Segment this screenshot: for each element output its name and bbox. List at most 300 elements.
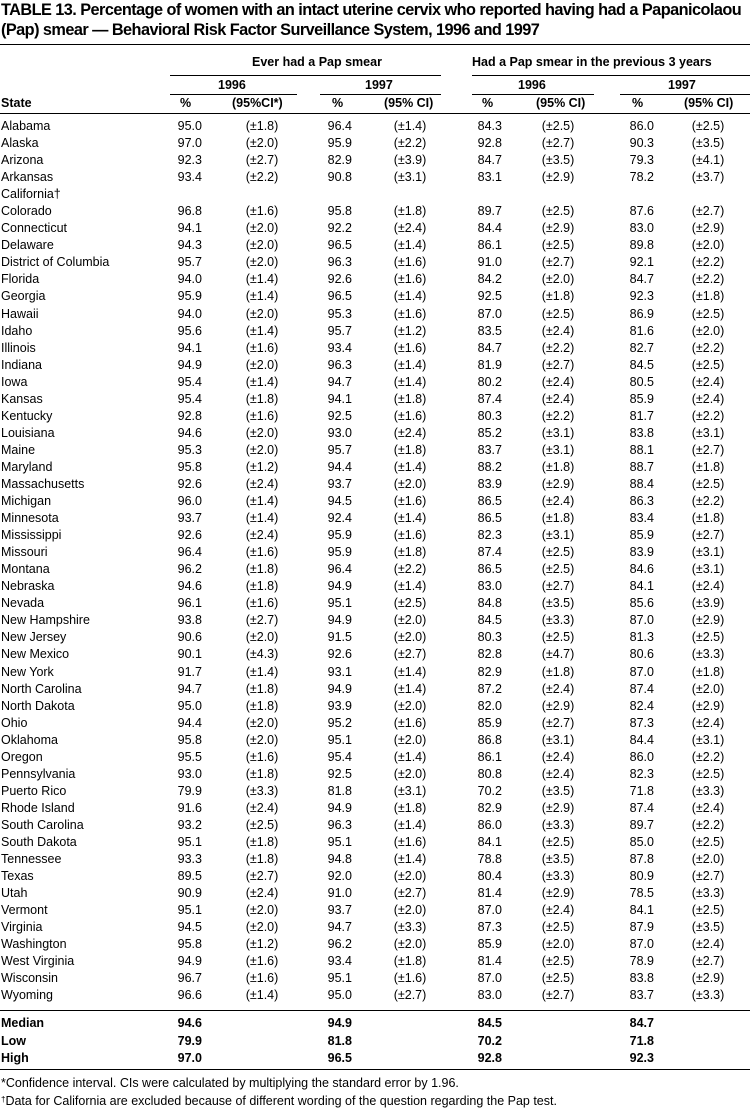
ci-1997-ever: (±1.4) (393, 664, 427, 679)
ci-1997-ever: (±1.6) (393, 971, 427, 986)
ci-1997-prev: (±2.5) (691, 476, 725, 491)
state-name: Ohio (1, 715, 28, 730)
pct-1996-ever: 91.7 (177, 664, 202, 679)
ci-1996-prev: (±2.9) (541, 476, 575, 491)
pct-1996-prev: 84.7 (477, 340, 502, 355)
pct-1996-prev: 83.0 (477, 988, 502, 1003)
ci-1997-ever: (±2.7) (393, 886, 427, 901)
pct-1997-prev: 83.8 (629, 971, 654, 986)
year-rule-1997-prev (620, 94, 750, 95)
ci-1997-ever: (±2.0) (393, 698, 427, 713)
ci-1996-prev: (±2.5) (541, 238, 575, 253)
pct-1997-ever: 92.4 (327, 511, 352, 526)
ci-1996-prev: (±3.5) (541, 153, 575, 168)
ci-1996-ever: (±2.4) (245, 800, 279, 815)
year-header-1996-prev: 1996 (518, 78, 546, 92)
ci-1996-prev: (±1.8) (541, 664, 575, 679)
pct-1996-ever: 96.7 (177, 971, 202, 986)
year-rule-1996-prev (472, 94, 594, 95)
pct-1997-ever: 94.9 (327, 613, 352, 628)
state-name: Pennsylvania (1, 766, 76, 781)
ci-1996-prev: (±2.4) (541, 681, 575, 696)
state-name: Kansas (1, 391, 43, 406)
pct-1997-ever: 94.9 (327, 800, 352, 815)
pct-1997-prev: 86.0 (629, 119, 654, 133)
table-row (0, 152, 750, 169)
ci-1996-ever: (±2.0) (245, 442, 279, 457)
ci-1997-ever: (±1.4) (393, 374, 427, 389)
ci-1997-ever: (±1.4) (393, 238, 427, 253)
pct-1996-ever: 96.6 (177, 988, 202, 1003)
pct-1997-prev: 84.6 (629, 562, 654, 577)
ci-1996-ever: (±1.4) (245, 289, 279, 304)
state-name: Wisconsin (1, 971, 58, 986)
pct-1996-prev: 86.5 (477, 494, 502, 509)
ci-1996-ever: (±2.4) (245, 476, 279, 491)
state-name: Colorado (1, 204, 52, 219)
state-name: Oregon (1, 749, 43, 764)
pct-1997-ever: 94.7 (327, 920, 352, 935)
pct-1996-prev: 85.9 (477, 937, 502, 952)
state-name: New Mexico (1, 647, 70, 662)
pct-1996-ever: 95.8 (177, 459, 202, 474)
table-row (0, 186, 750, 203)
ci-1997-ever: (±1.8) (393, 204, 427, 219)
ci-1996-ever: (±2.0) (245, 357, 279, 372)
state-name: District of Columbia (1, 255, 110, 270)
state-name: Oklahoma (1, 732, 58, 747)
pct-1996-prev: 82.8 (477, 647, 502, 662)
pct-1997-prev: 79.3 (629, 153, 654, 168)
ci-1996-ever: (±2.4) (245, 886, 279, 901)
pct-1996-prev: 82.9 (477, 800, 502, 815)
ci-1996-prev: (±2.5) (541, 954, 575, 969)
state-name: Puerto Rico (1, 783, 67, 798)
ci-1997-prev: (±2.0) (691, 238, 725, 253)
pct-1996-prev: 87.0 (477, 971, 502, 986)
summary-pct-1997-ever: 96.5 (327, 1051, 352, 1065)
pct-1997-ever: 94.4 (327, 459, 352, 474)
pct-1996-prev: 85.2 (477, 425, 502, 440)
pct-1996-ever: 93.8 (177, 613, 202, 628)
pct-1996-prev: 87.4 (477, 391, 502, 406)
pct-1997-prev: 86.0 (629, 749, 654, 764)
pct-1997-prev: 85.6 (629, 596, 654, 611)
pct-1996-ever: 94.6 (177, 425, 202, 440)
pct-1997-prev: 87.6 (629, 204, 654, 219)
pct-1997-ever: 95.0 (327, 988, 352, 1003)
table-body (0, 118, 750, 1004)
ci-1997-ever: (±1.6) (393, 306, 427, 321)
pct-1997-prev: 87.9 (629, 920, 654, 935)
summary-pct-1997-ever: 81.8 (327, 1033, 352, 1048)
table-row (0, 629, 750, 646)
ci-1997-prev: (±1.8) (691, 289, 725, 304)
pct-1996-prev: 92.5 (477, 289, 502, 304)
ci-1996-ever: (±2.0) (245, 903, 279, 918)
state-name: Missouri (1, 545, 48, 560)
ci-1996-prev: (±3.1) (541, 528, 575, 543)
pct-1997-prev: 92.3 (629, 289, 654, 304)
pct-1996-prev: 81.4 (477, 954, 502, 969)
ci-1996-ever: (±1.2) (245, 937, 279, 952)
ci-1997-prev: (±2.7) (691, 954, 725, 969)
ci-1996-prev: (±2.7) (541, 988, 575, 1003)
pct-1997-ever: 93.1 (327, 664, 352, 679)
state-name: Vermont (1, 903, 48, 918)
pct-1997-ever: 95.9 (327, 136, 352, 151)
pct-1996-ever: 90.1 (177, 647, 202, 662)
ci-1997-prev: (±3.1) (691, 562, 725, 577)
ci-1997-ever: (±1.4) (393, 852, 427, 867)
pct-1997-prev: 87.4 (629, 681, 654, 696)
table-row (0, 510, 750, 527)
ci-1997-ever: (±1.6) (393, 255, 427, 270)
pct-1997-ever: 95.7 (327, 323, 352, 338)
summary-pct-1996-ever: 97.0 (177, 1051, 202, 1065)
ci-1997-ever: (±1.4) (393, 459, 427, 474)
pct-1997-ever: 96.5 (327, 289, 352, 304)
ci-1997-prev: (±3.5) (691, 920, 725, 935)
pct-1996-prev: 87.3 (477, 920, 502, 935)
pct-1997-prev: 78.5 (629, 886, 654, 901)
ci-1996-prev: (±2.7) (541, 136, 575, 151)
ci-1996-prev: (±3.1) (541, 425, 575, 440)
footnote-rule (0, 1069, 750, 1070)
pct-1997-ever: 95.7 (327, 442, 352, 457)
ci-1996-prev: (±3.1) (541, 732, 575, 747)
table-row (0, 953, 750, 970)
pct-1996-ever: 95.0 (177, 698, 202, 713)
ci-1997-ever: (±1.4) (393, 579, 427, 594)
table-row (0, 357, 750, 374)
pct-1996-prev: 78.8 (477, 852, 502, 867)
pct-1996-ever: 96.0 (177, 494, 202, 509)
ci-1996-ever: (±2.0) (245, 732, 279, 747)
summary-label: Low (1, 1033, 26, 1048)
year-header-1997-prev: 1997 (668, 78, 696, 92)
ci-1997-ever: (±1.8) (393, 545, 427, 560)
pct-1997-ever: 91.5 (327, 630, 352, 645)
table-row (0, 135, 750, 152)
ci-1997-prev: (±2.9) (691, 971, 725, 986)
state-name: Texas (1, 869, 34, 884)
ci-1996-prev: (±1.8) (541, 459, 575, 474)
pct-1996-ever: 89.5 (177, 869, 202, 884)
pct-1996-prev: 80.4 (477, 869, 502, 884)
ci-1997-prev: (±2.2) (691, 817, 725, 832)
ci-1996-prev: (±2.4) (541, 374, 575, 389)
footnote-california-text: Data for California are excluded because of different wording of the question regarding the Pap test. (5, 1094, 557, 1108)
pct-1997-prev: 82.7 (629, 340, 654, 355)
ci-1997-ever: (±1.4) (393, 749, 427, 764)
state-name: Indiana (1, 357, 43, 372)
table-row (0, 783, 750, 800)
pct-1997-ever: 95.1 (327, 596, 352, 611)
ci-1997-prev: (±2.5) (691, 357, 725, 372)
ci-1997-ever: (±1.6) (393, 494, 427, 509)
pct-1997-prev: 80.6 (629, 647, 654, 662)
ci-1997-ever: (±2.0) (393, 937, 427, 952)
summary-row (0, 1050, 750, 1068)
ci-1997-prev: (±3.3) (691, 886, 725, 901)
pct-1996-prev: 86.5 (477, 511, 502, 526)
pct-1996-prev: 86.5 (477, 562, 502, 577)
pct-1997-ever: 95.1 (327, 732, 352, 747)
table-row (0, 408, 750, 425)
ci-1996-ever: (±3.3) (245, 783, 279, 798)
ci-1997-ever: (±3.1) (393, 170, 427, 185)
pct-1996-ever: 95.6 (177, 323, 202, 338)
pct-1997-ever: 93.4 (327, 340, 352, 355)
state-name: Louisiana (1, 425, 55, 440)
pct-1997-prev: 85.9 (629, 391, 654, 406)
ci-1996-ever: (±1.6) (245, 596, 279, 611)
ci-1997-prev: (±2.2) (691, 340, 725, 355)
pct-1997-prev: 85.9 (629, 528, 654, 543)
ci-1997-prev: (±2.5) (691, 306, 725, 321)
pct-1996-ever: 92.3 (177, 153, 202, 168)
pct-1996-prev: 88.2 (477, 459, 502, 474)
state-name: Massachusetts (1, 476, 85, 491)
dagger-mark: † (1, 1095, 6, 1104)
ci-1997-prev: (±2.2) (691, 494, 725, 509)
pct-1996-ever: 94.3 (177, 238, 202, 253)
ci-1996-ever: (±1.6) (245, 408, 279, 423)
ci-1997-prev: (±2.4) (691, 374, 725, 389)
state-name: California† (1, 187, 61, 202)
table-row (0, 868, 750, 885)
pct-1996-ever: 90.6 (177, 630, 202, 645)
ci-1997-ever: (±1.6) (393, 340, 427, 355)
pct-1997-prev: 82.4 (629, 698, 654, 713)
ci-header-3: (95% CI) (536, 96, 586, 110)
ci-1996-ever: (±1.6) (245, 971, 279, 986)
pct-1996-ever: 93.4 (177, 170, 202, 185)
ci-1997-ever: (±2.4) (393, 425, 427, 440)
ci-1996-ever: (±2.0) (245, 630, 279, 645)
pct-1996-ever: 94.1 (177, 221, 202, 236)
pct-1996-ever: 93.7 (177, 511, 202, 526)
state-column-header: State (1, 96, 32, 110)
pct-1996-prev: 70.2 (477, 783, 502, 798)
ci-1997-ever: (±1.6) (393, 834, 427, 849)
ci-1997-ever: (±2.2) (393, 562, 427, 577)
state-name: Hawaii (1, 306, 39, 321)
state-name: West Virginia (1, 954, 75, 969)
ci-1996-prev: (±3.3) (541, 613, 575, 628)
pct-1997-prev: 84.4 (629, 732, 654, 747)
state-name: New Jersey (1, 630, 67, 645)
pct-1997-ever: 95.4 (327, 749, 352, 764)
ci-1997-prev: (±2.0) (691, 852, 725, 867)
pct-1997-ever: 94.1 (327, 391, 352, 406)
pct-1996-ever: 96.2 (177, 562, 202, 577)
pct-1997-prev: 86.9 (629, 306, 654, 321)
ci-1997-ever: (±2.0) (393, 903, 427, 918)
ci-1997-prev: (±2.9) (691, 698, 725, 713)
pct-1996-prev: 91.0 (477, 255, 502, 270)
ci-1996-prev: (±2.0) (541, 272, 575, 287)
ci-1996-ever: (±1.6) (245, 545, 279, 560)
ci-1997-ever: (±1.2) (393, 323, 427, 338)
pct-1997-ever: 94.8 (327, 852, 352, 867)
ci-1996-prev: (±2.0) (541, 937, 575, 952)
pct-1997-ever: 94.5 (327, 494, 352, 509)
ci-1996-ever: (±1.4) (245, 494, 279, 509)
table-title: TABLE 13. Percentage of women with an intact uterine cervix who reported having had a Papanicolaou (Pap) smear — Behavioral Risk Factor Surveillance System, 1996 and 1997 (1, 1, 742, 39)
pct-1997-prev: 83.7 (629, 988, 654, 1003)
summary-block (0, 1015, 750, 1068)
ci-1997-prev: (±3.3) (691, 988, 725, 1003)
ci-1996-ever: (±2.0) (245, 136, 279, 151)
pct-1997-prev: 87.8 (629, 852, 654, 867)
ci-1996-prev: (±2.7) (541, 579, 575, 594)
ci-1997-prev: (±2.2) (691, 255, 725, 270)
table-row (0, 715, 750, 732)
ci-1996-ever: (±1.8) (245, 391, 279, 406)
ci-1996-prev: (±2.9) (541, 698, 575, 713)
year-header-1997-ever: 1997 (365, 78, 393, 92)
pct-1997-ever: 90.8 (327, 170, 352, 185)
ci-1996-prev: (±2.4) (541, 323, 575, 338)
pct-1997-prev: 87.0 (629, 937, 654, 952)
pct-1997-ever: 96.3 (327, 357, 352, 372)
ci-1996-prev: (±2.2) (541, 408, 575, 423)
pct-1996-prev: 81.4 (477, 886, 502, 901)
ci-1996-ever: (±1.8) (245, 579, 279, 594)
footnote-confidence-interval: *Confidence interval. CIs were calculated by multiplying the standard error by 1.96. (1, 1076, 459, 1090)
state-name: North Carolina (1, 681, 82, 696)
pct-1996-ever: 95.8 (177, 937, 202, 952)
pct-1996-ever: 95.1 (177, 903, 202, 918)
pct-1997-prev: 88.7 (629, 459, 654, 474)
summary-pct-1997-prev: 84.7 (629, 1016, 654, 1030)
group-header-ever: Ever had a Pap smear (252, 55, 382, 69)
pct-1996-prev: 86.8 (477, 732, 502, 747)
pct-1997-prev: 84.7 (629, 272, 654, 287)
ci-1997-ever: (±1.6) (393, 408, 427, 423)
pct-1997-prev: 87.3 (629, 715, 654, 730)
pct-1996-ever: 94.9 (177, 357, 202, 372)
pct-1996-prev: 87.2 (477, 681, 502, 696)
pct-1996-ever: 96.4 (177, 545, 202, 560)
ci-header-4: (95% CI) (684, 96, 734, 110)
ci-1996-ever: (±1.4) (245, 272, 279, 287)
ci-1997-ever: (±1.8) (393, 442, 427, 457)
ci-1997-prev: (±2.2) (691, 408, 725, 423)
pct-1996-prev: 85.9 (477, 715, 502, 730)
ci-1996-ever: (±1.6) (245, 204, 279, 219)
state-name: Nebraska (1, 579, 55, 594)
pct-1996-ever: 93.2 (177, 817, 202, 832)
pct-1996-prev: 82.3 (477, 528, 502, 543)
ci-1997-prev: (±3.1) (691, 545, 725, 560)
pct-1996-ever: 94.1 (177, 340, 202, 355)
pct-1996-prev: 83.7 (477, 442, 502, 457)
ci-1996-ever: (±2.7) (245, 153, 279, 168)
summary-pct-1996-prev: 70.2 (477, 1033, 502, 1048)
pct-1996-prev: 84.2 (477, 272, 502, 287)
ci-1997-ever: (±2.7) (393, 988, 427, 1003)
year-rule-1996-ever (170, 94, 297, 95)
pct-1996-ever: 94.6 (177, 579, 202, 594)
pct-1997-ever: 93.0 (327, 425, 352, 440)
state-name: Tennessee (1, 852, 62, 867)
pct-1997-prev: 84.1 (629, 579, 654, 594)
ci-1996-prev: (±2.5) (541, 834, 575, 849)
pct-1996-prev: 80.8 (477, 766, 502, 781)
pct-1997-prev: 90.3 (629, 136, 654, 151)
ci-1997-prev: (±1.8) (691, 664, 725, 679)
ci-1996-ever: (±2.0) (245, 920, 279, 935)
pct-1997-prev: 84.5 (629, 357, 654, 372)
pct-1997-ever: 91.0 (327, 886, 352, 901)
ci-1997-ever: (±1.6) (393, 272, 427, 287)
ci-1996-ever: (±1.8) (245, 681, 279, 696)
table-row (0, 493, 750, 510)
ci-1997-ever: (±2.0) (393, 613, 427, 628)
pct-1996-ever: 96.8 (177, 204, 202, 219)
pct-1997-ever: 95.2 (327, 715, 352, 730)
table-row (0, 578, 750, 595)
top-rule (0, 44, 750, 45)
ci-1996-ever: (±1.4) (245, 511, 279, 526)
ci-1997-prev: (±3.1) (691, 732, 725, 747)
table-row (0, 203, 750, 220)
ci-1996-prev: (±1.8) (541, 511, 575, 526)
ci-1997-prev: (±2.4) (691, 715, 725, 730)
ci-1996-prev: (±2.4) (541, 391, 575, 406)
pct-1997-prev: 80.9 (629, 869, 654, 884)
pct-1997-prev: 81.3 (629, 630, 654, 645)
table-row (0, 987, 750, 1004)
pct-1997-ever: 94.9 (327, 681, 352, 696)
pct-1997-ever: 92.2 (327, 221, 352, 236)
pct-1996-prev: 87.0 (477, 903, 502, 918)
ci-1996-prev: (±2.5) (541, 971, 575, 986)
pct-1997-ever: 96.4 (327, 119, 352, 133)
pct-1997-prev: 78.2 (629, 170, 654, 185)
pct-1997-prev: 87.4 (629, 800, 654, 815)
pct-1997-prev: 83.9 (629, 545, 654, 560)
pct-1996-prev: 87.4 (477, 545, 502, 560)
ci-1997-ever: (±2.2) (393, 136, 427, 151)
ci-1997-ever: (±2.0) (393, 869, 427, 884)
header-bottom-rule (0, 113, 750, 114)
ci-1997-ever: (±2.5) (393, 596, 427, 611)
table-row (0, 476, 750, 493)
pct-1997-ever: 93.7 (327, 476, 352, 491)
pct-1997-prev: 82.3 (629, 766, 654, 781)
pct-1996-ever: 95.0 (177, 119, 202, 133)
state-name: Wyoming (1, 988, 53, 1003)
pct-1996-prev: 82.9 (477, 664, 502, 679)
ci-1996-prev: (±3.5) (541, 852, 575, 867)
ci-1996-ever: (±1.8) (245, 698, 279, 713)
pct-1997-prev: 83.0 (629, 221, 654, 236)
pct-1997-prev: 78.9 (629, 954, 654, 969)
state-name: Delaware (1, 238, 54, 253)
summary-pct-1996-ever: 79.9 (177, 1033, 202, 1048)
pct-header-3: % (482, 96, 494, 110)
ci-1996-prev: (±2.9) (541, 170, 575, 185)
pct-1997-ever: 82.9 (327, 153, 352, 168)
ci-1997-prev: (±2.7) (691, 528, 725, 543)
pct-1996-ever: 93.0 (177, 766, 202, 781)
pct-1996-prev: 86.1 (477, 238, 502, 253)
table-row (0, 612, 750, 629)
